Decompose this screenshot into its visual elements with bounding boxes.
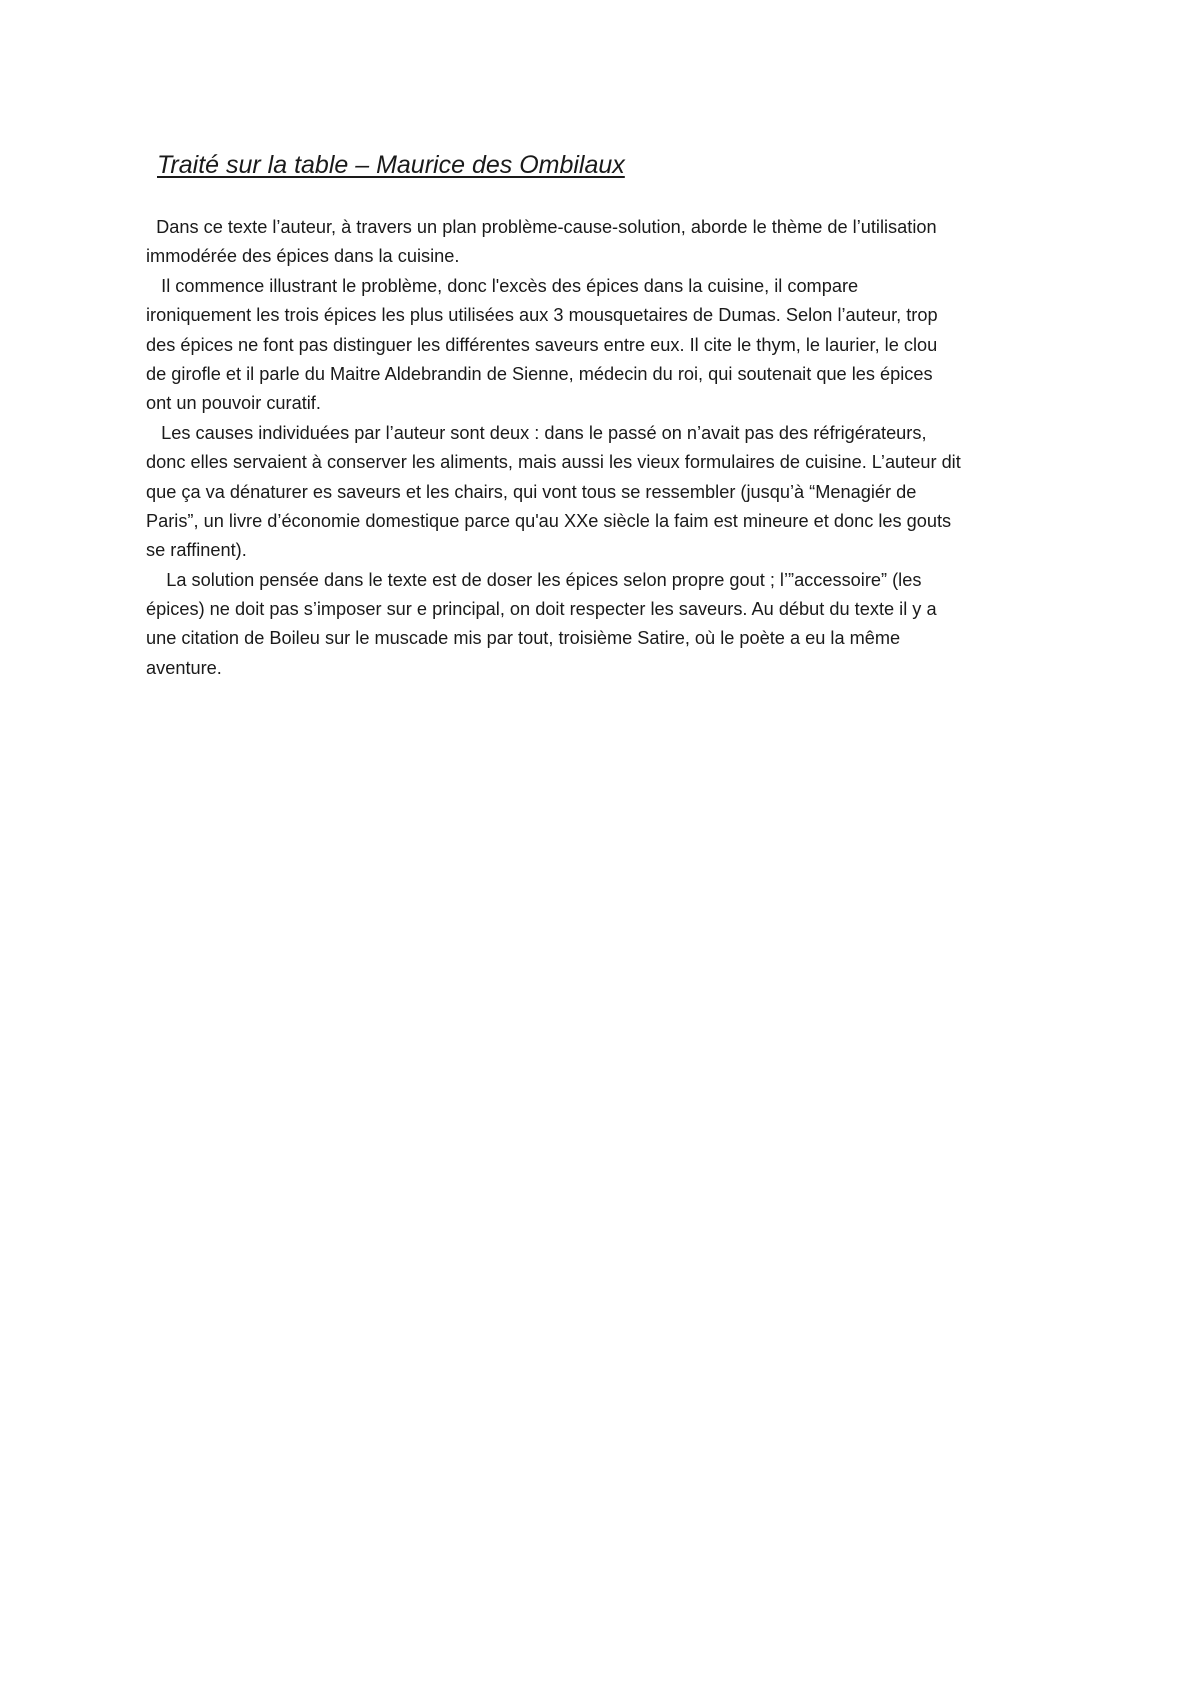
text-line: épices) ne doit pas s’imposer sur e principal, on doit respecter les saveurs. Au début du texte il y a	[146, 599, 937, 620]
text-line: une citation de Boileu sur le muscade mis par tout, troisième Satire, où le poète a eu la même	[146, 628, 901, 649]
text-line: ironiquement les trois épices les plus utilisées aux 3 mousquetaires de Dumas. Selon l’auteur, trop	[146, 305, 938, 326]
text-line: donc elles servaient à conserver les aliments, mais aussi les vieux formulaires de cuisine. L’auteur dit	[146, 452, 961, 473]
text-line: se raffinent).	[146, 540, 247, 561]
document-body	[146, 213, 1066, 683]
text-line: ont un pouvoir curatif.	[146, 393, 321, 414]
text-line: de girofle et il parle du Maitre Aldebrandin de Sienne, médecin du roi, qui soutenait que les épices	[146, 363, 933, 384]
text-line: aventure.	[146, 657, 222, 678]
text-line: des épices ne font pas distinguer les différentes saveurs entre eux. Il cite le thym, le laurier, le clou	[146, 334, 938, 355]
text-line: Dans ce texte l’auteur, à travers un plan problème-cause-solution, aborde le thème de l’utilisation	[146, 217, 937, 237]
document-title: Traité sur la table – Maurice des Ombilaux	[157, 151, 625, 179]
text-line: Les causes individuées par l’auteur sont deux : dans le passé on n’avait pas des réfrigérateurs,	[146, 422, 927, 443]
text-line: Il commence illustrant le problème, donc l'excès des épices dans la cuisine, il compare	[146, 275, 859, 296]
text-line: La solution pensée dans le texte est de doser les épices selon propre gout ; l’”accessoire” (les	[146, 569, 922, 590]
text-line: que ça va dénaturer es saveurs et les chairs, qui vont tous se ressembler (jusqu’à “Menagiér de	[146, 481, 917, 502]
text-line: Paris”, un livre d’économie domestique parce qu'au XXe siècle la faim est mineure et donc les gouts	[146, 510, 952, 531]
text-line: immodérée des épices dans la cuisine.	[146, 246, 460, 267]
